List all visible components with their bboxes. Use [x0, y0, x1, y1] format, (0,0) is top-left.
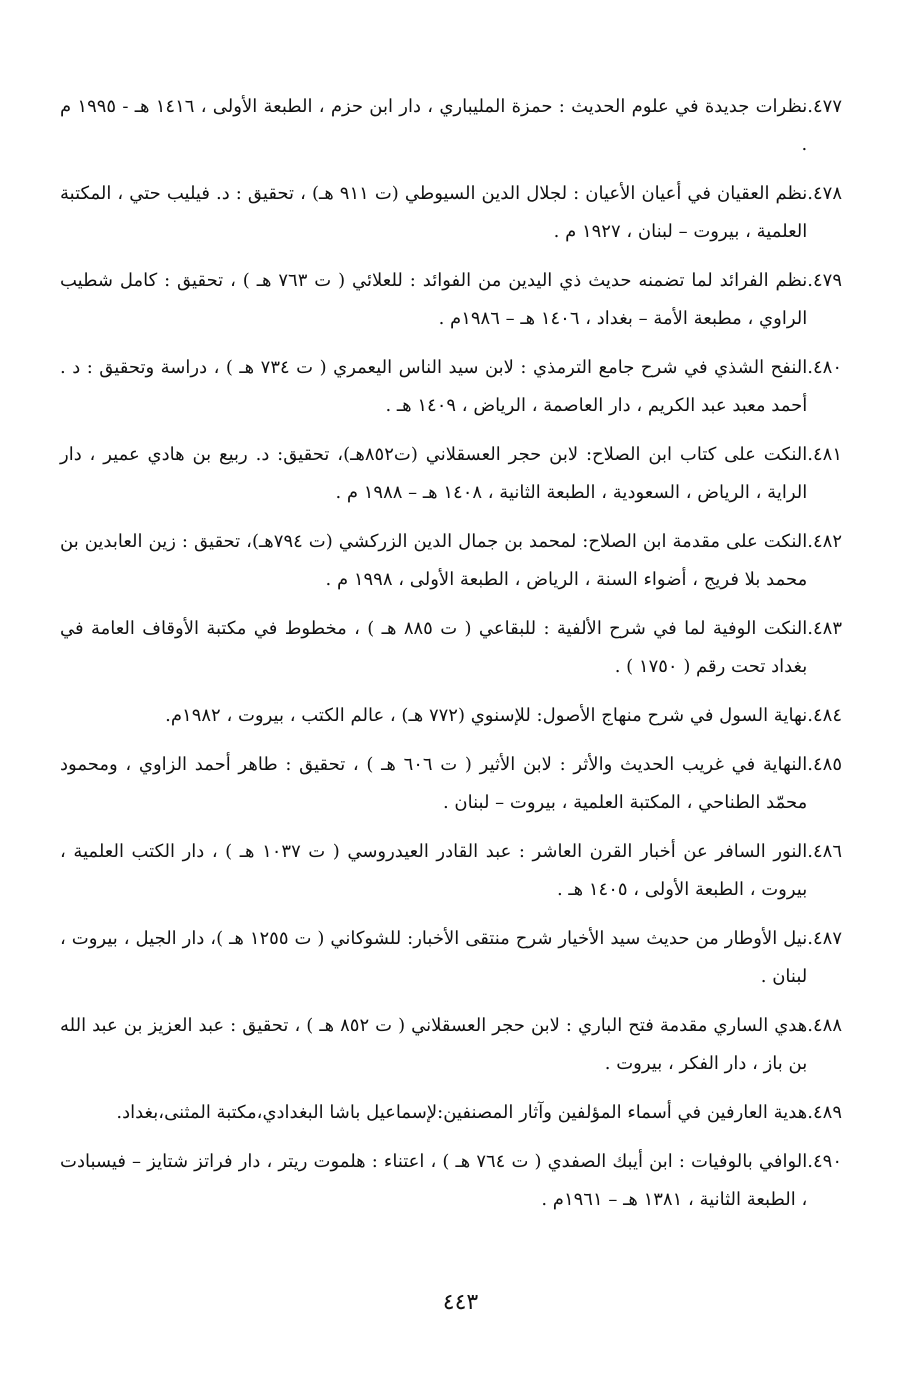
- entry-text: الوافي بالوفيات : ابن أيبك الصفدي ( ت ٧٦٤ هـ ) ، اعتناء : هلموت ريتر ، دار فراتز شتايز – فيسبادت ، الطبعة الثانية ، ١٣٨١ هـ – ١٩٦١م .: [60, 1151, 808, 1210]
- entry-number: ٤٨١.: [807, 444, 842, 465]
- entry-number: ٤٨٧.: [807, 928, 842, 949]
- entry-number: ٤٧٧.: [807, 96, 842, 117]
- entry-number: ٤٨٩.: [807, 1102, 842, 1123]
- entry-text: نهاية السول في شرح منهاج الأصول: للإسنوي (٧٧٢ هـ) ، عالم الكتب ، بيروت ، ١٩٨٢م.: [165, 705, 808, 726]
- entry-number: ٤٨٣.: [807, 618, 842, 639]
- bibliography-entry: [60, 349, 842, 425]
- bibliography-entry: [60, 1094, 842, 1132]
- bibliography-entry: [60, 436, 842, 512]
- bibliography-entry: [60, 1007, 842, 1083]
- entry-text: النفح الشذي في شرح جامع الترمذي : لابن سيد الناس اليعمري ( ت ٧٣٤ هـ ) ، دراسة وتحقيق : د . أحمد معبد عبد الكريم ، دار العاصمة ، الرياض ، ١٤٠٩ هـ .: [60, 357, 808, 416]
- entry-number: ٤٨٠.: [807, 357, 842, 378]
- entry-text: النكت على كتاب ابن الصلاح: لابن حجر العسقلاني (ت٨٥٢هـ)، تحقيق: د. ربيع بن هادي عمير ، دار الراية ، الرياض ، السعودية ، الطبعة الثانية ، ١٤٠٨ هـ – ١٩٨٨ م .: [60, 444, 808, 503]
- page-number: ٤٤٣: [442, 1290, 479, 1315]
- entry-text: النكت الوفية لما في شرح الألفية : للبقاعي ( ت ٨٨٥ هـ ) ، مخطوط في مكتبة الأوقاف العامة في بغداد تحت رقم ( ١٧٥٠ ) .: [60, 618, 808, 677]
- bibliography-list: [60, 88, 842, 1230]
- entry-number: ٤٩٠.: [807, 1151, 842, 1172]
- entry-text: النور السافر عن أخبار القرن العاشر : عبد القادر العيدروسي ( ت ١٠٣٧ هـ ) ، دار الكتب العلمية ، بيروت ، الطبعة الأولى ، ١٤٠٥ هـ .: [60, 841, 808, 900]
- bibliography-entry: [60, 262, 842, 338]
- bibliography-entry: [60, 920, 842, 996]
- bibliography-entry: [60, 610, 842, 686]
- entry-text: نظم الفرائد لما تضمنه حديث ذي اليدين من الفوائد : للعلائي ( ت ٧٦٣ هـ ) ، تحقيق : كامل شطيب الراوي ، مطبعة الأمة – بغداد ، ١٤٠٦ هـ – ١٩٨٦م .: [60, 270, 808, 329]
- entry-text: هدي الساري مقدمة فتح الباري : لابن حجر العسقلاني ( ت ٨٥٢ هـ ) ، تحقيق : عبد العزيز بن عبد الله بن باز ، دار الفكر ، بيروت .: [60, 1015, 808, 1074]
- bibliography-entry: [60, 1143, 842, 1219]
- entry-text: نظم العقيان في أعيان الأعيان : لجلال الدين السيوطي (ت ٩١١ هـ) ، تحقيق : د. فيليب حتي ، المكتبة العلمية ، بيروت – لبنان ، ١٩٢٧ م .: [60, 183, 808, 242]
- entry-text: نيل الأوطار من حديث سيد الأخيار شرح منتقى الأخبار: للشوكاني ( ت ١٢٥٥ هـ )، دار الجيل ، بيروت ، لبنان .: [60, 928, 808, 987]
- bibliography-entry: [60, 175, 842, 251]
- entry-number: ٤٨٥.: [807, 754, 842, 775]
- entry-text: النكت على مقدمة ابن الصلاح: لمحمد بن جمال الدين الزركشي (ت ٧٩٤هـ)، تحقيق : زين العابدين بن محمد بلا فريج ، أضواء السنة ، الرياض ، الطبعة الأولى ، ١٩٩٨ م .: [60, 531, 808, 590]
- entry-number: ٤٨٤.: [807, 705, 842, 726]
- entry-text: هدية العارفين في أسماء المؤلفين وآثار المصنفين:لإسماعيل باشا البغدادي،مكتبة المثنى،بغداد.: [116, 1102, 808, 1123]
- bibliography-entry: [60, 523, 842, 599]
- entry-number: ٤٨٨.: [807, 1015, 842, 1036]
- entry-number: ٤٨٢.: [807, 531, 842, 552]
- entry-text: نظرات جديدة في علوم الحديث : حمزة المليباري ، دار ابن حزم ، الطبعة الأولى ، ١٤١٦ هـ - ١٩٩٥ م .: [60, 96, 808, 155]
- entry-number: ٤٧٨.: [807, 183, 842, 204]
- bibliography-entry: [60, 88, 842, 164]
- entry-number: ٤٧٩.: [807, 270, 842, 291]
- entry-number: ٤٨٦.: [807, 841, 842, 862]
- bibliography-entry: [60, 833, 842, 909]
- bibliography-entry: [60, 697, 842, 735]
- bibliography-entry: [60, 746, 842, 822]
- entry-text: النهاية في غريب الحديث والأثر : لابن الأثير ( ت ٦٠٦ هـ ) ، تحقيق : طاهر أحمد الزاوي ، ومحمود محمّد الطناحي ، المكتبة العلمية ، بيروت – لبنان .: [60, 754, 808, 813]
